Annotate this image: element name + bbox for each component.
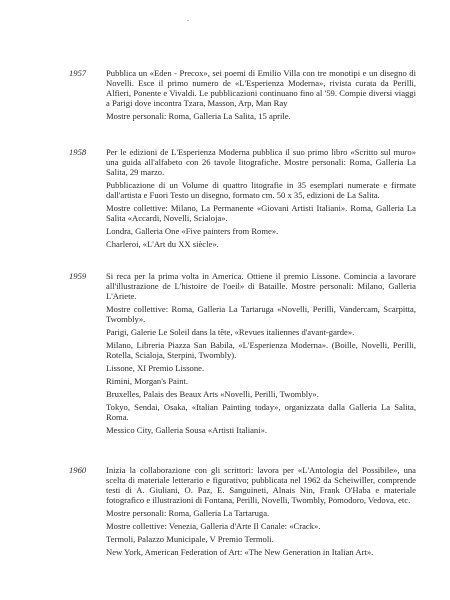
- entry-paragraph: Inizia la collaborazione con gli scrittori: lavora per «L'Antologia del Possibile», una scelta di materiale letterario e figurativo; pubblicata nel 1962 da Scheiwiller, comprende testi di A. Giuliani, O. Paz, E. Sanguineti, Alnais Nin, Frank O'Haba e materiale fotografico e illustrazioni di Fontana, Perilli, Novelli, Twombly, Pomodoro, Vedova, etc.: [106, 465, 416, 505]
- entry-paragraph: New York, American Federation of Art: «The New Generation in Italian Art».: [106, 547, 374, 557]
- entry-paragraph: Pubblicazione di un Volume di quattro litografie in 35 esemplari numerate e firmate dall'artista e Fuori Testo un disegno, formato cm. 50 x 35, edizioni de La Salita.: [106, 180, 416, 200]
- entry-paragraph: Mostre collettive: Venezia, Galleria d'Arte Il Canale: «Crack».: [106, 521, 321, 531]
- entry-paragraph: Mostre collettive: Roma, Galleria La Tartaruga «Novelli, Perilli, Vandercam, Scarpitta, Twombly».: [106, 304, 416, 324]
- entry-year: 1960: [69, 465, 87, 475]
- entry-paragraph: Parigi, Galerie Le Soleil dans la tête, «Revues italiennes d'avant-garde».: [106, 327, 355, 337]
- entry-paragraph: Milano, Libreria Piazza San Babila, «L'Esperienza Moderna». (Boille, Novelli, Perilli, Rotella, Scialoja, Sterpini, Twombly).: [106, 340, 416, 360]
- entry-paragraph: Bruxelles, Palais des Beaux Arts «Novelli, Perilli, Twombly».: [106, 389, 319, 399]
- entry-body: [106, 147, 416, 249]
- entry-paragraph: Termoli, Palazzo Municipale, V Premio Termoli.: [106, 534, 274, 544]
- entry-year: 1958: [69, 147, 87, 157]
- entry-paragraph: Pubblica un «Eden - Precox», sei poemi di Emilio Villa con tre monotipi e un disegno di Novelli. Esce il primo numero de «L'Esperienza Moderna», rivista curata da Perilli, Alfieri, Ponente e Vivaldi. Le pubblicazioni continuano fino al '59. Compie diversi viaggi a Parigi dove incontra Tzara, Masson, Arp, Man Ray: [106, 68, 416, 108]
- entry-body: [106, 68, 416, 121]
- entry-paragraph: Charleroi, «L'Art du XX siècle».: [106, 239, 219, 249]
- entry-body: [106, 271, 416, 435]
- entry-paragraph: Mostre collettive: Milano, La Permanente «Giovani Artisti Italiani». Roma, Galleria La Salita «Accardi, Novelli, Scialoja».: [106, 203, 416, 223]
- entry-paragraph: Tokyo, Sendai, Osaka, «Italian Painting today», organizzata dalla Galleria La Salita, Roma.: [106, 402, 416, 422]
- entry-year: 1959: [69, 271, 87, 281]
- entry-body: [106, 465, 416, 557]
- entry-paragraph: Mostre personali: Roma, Galleria La Salita, 15 aprile.: [106, 111, 291, 121]
- entry-paragraph: Per le edizioni de L'Esperienza Moderna pubblica il suo primo libro «Scritto sul muro» una guida all'alfabeto con 26 tavole litografiche. Mostre personali: Roma, Galleria La Salita, 29 marzo.: [106, 147, 416, 177]
- entry-paragraph: Messico City, Galleria Sousa «Artisti Italiani».: [106, 425, 268, 435]
- entry-paragraph: Rimini, Morgan's Paint.: [106, 376, 189, 386]
- entry-year: 1957: [69, 68, 87, 78]
- page-mark: [187, 20, 189, 21]
- entry-paragraph: Mostre personali: Roma, Galleria La Tartaruga.: [106, 508, 270, 518]
- entry-paragraph: Lissone, XI Premio Lissone.: [106, 363, 205, 373]
- entry-paragraph: Si reca per la prima volta in America. Ottiene il premio Lissone. Comincia a lavorare all'illustrazione de L'histoire de l'oeil» di Bataille. Mostre personali: Milano, Galleria L'Ariete.: [106, 271, 416, 301]
- entry-paragraph: Londra, Galleria One «Five painters from Rome».: [106, 226, 279, 236]
